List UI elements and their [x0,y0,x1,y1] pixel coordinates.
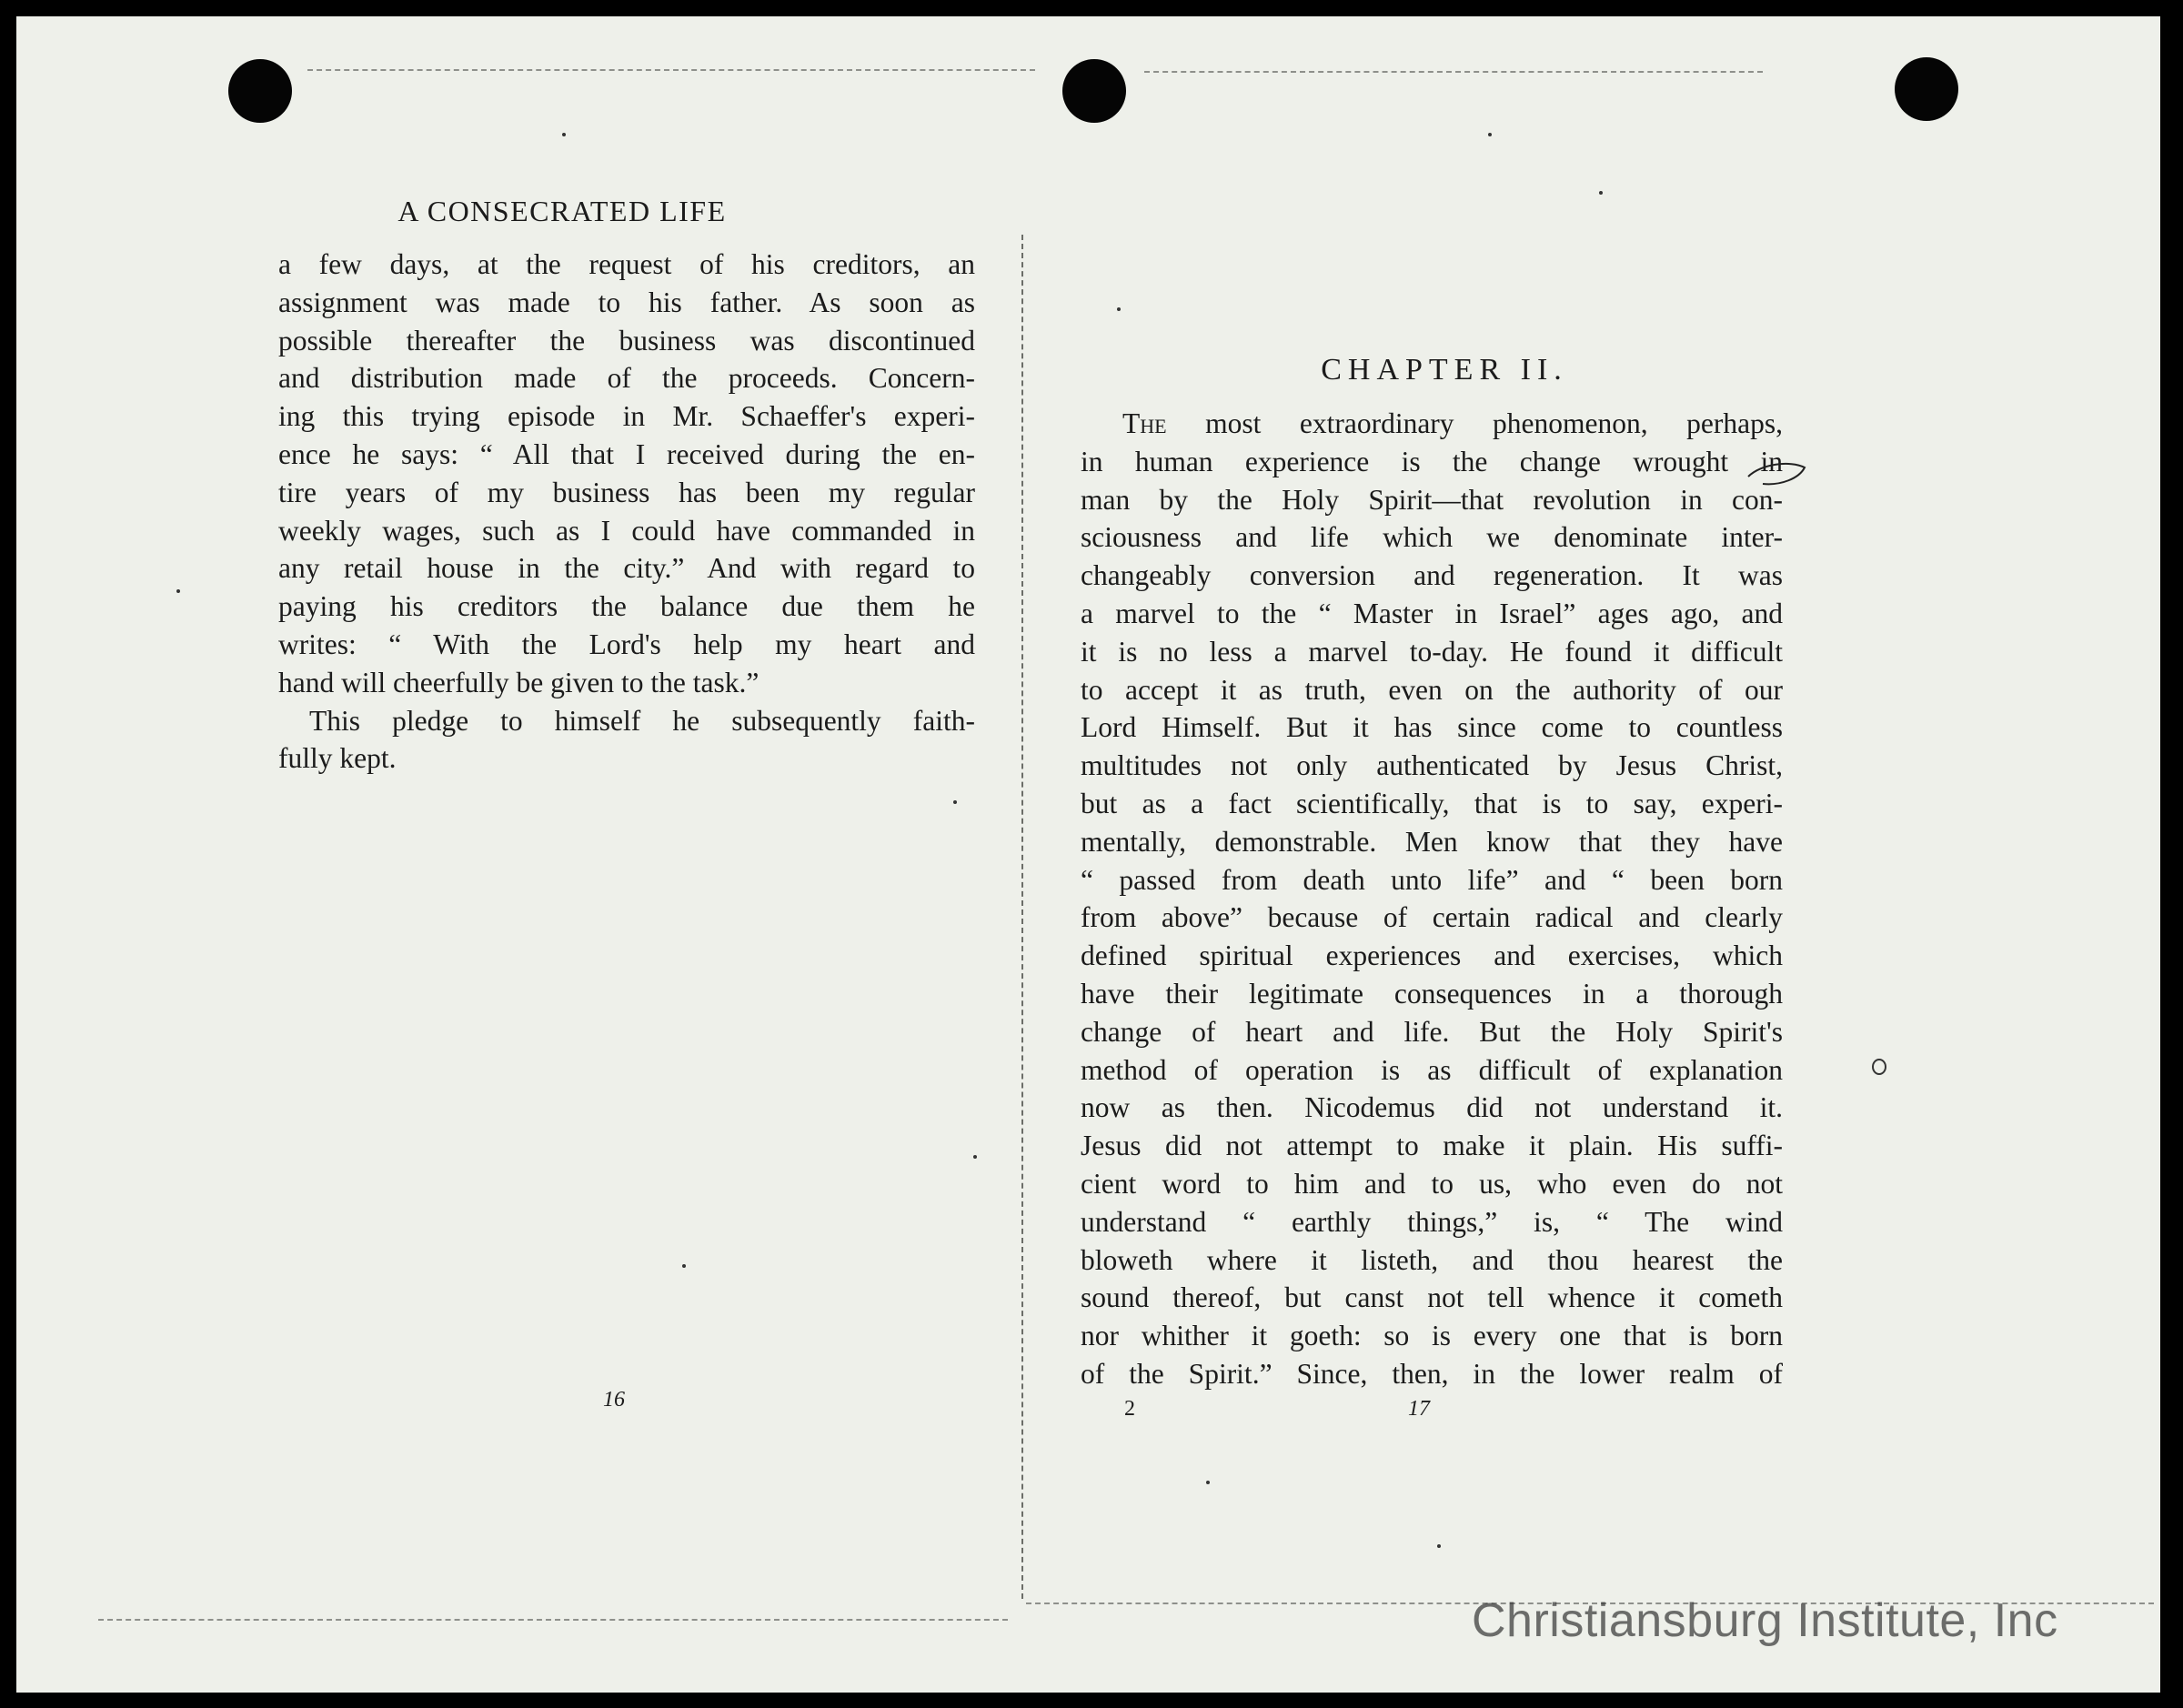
text-line: but as a fact scientifically, that is to say, experi- [1081,787,1783,819]
text-line: a few days, at the request of his creditors, an [278,248,975,280]
scanned-sheet [16,16,2160,1693]
scan-speck [682,1264,686,1268]
text-line: a marvel to the “ Master in Israel” ages ago, and [1081,597,1783,629]
punch-hole-right [1895,57,1958,121]
text-line: defined spiritual experiences and exercises, which [1081,939,1783,972]
text-line: any retail house in the city.” And with regard to [278,552,975,585]
text-line: change of heart and life. But the Holy Spirit's [1081,1015,1783,1048]
text-line: ence he says: “ All that I received during the en- [278,437,975,470]
text-line: hand will cheerfully be given to the task.” [278,666,760,698]
text-line: changeably conversion and regeneration. It was [1081,559,1783,592]
text-line: to accept it as truth, even on the authority of our [1081,673,1783,706]
text-line: sciousness and life which we denominate inter- [1081,521,1783,554]
text-line: paying his creditors the balance due them he [278,590,975,623]
scan-speck [176,589,180,593]
text-line: fully kept. [278,742,397,775]
text-line: method of operation is as difficult of explanation [1081,1053,1783,1086]
page-number-right: 17 [1408,1397,1430,1421]
text-line: have their legitimate consequences in a thorough [1081,977,1783,1010]
text-line: in human experience is the change wrought in [1081,445,1783,477]
left-paragraph-1 [278,246,975,702]
bottom-page-edge-left [98,1619,1008,1621]
scan-speck [1206,1481,1210,1484]
text-line: man by the Holy Spirit—that revolution in con- [1081,483,1783,516]
text-line: This pledge to himself he subsequently faith- [309,704,975,737]
institution-watermark: Christiansburg Institute, Inc [1472,1594,2058,1647]
pen-annotation-mark [1745,458,1808,491]
page-gutter [1021,235,1023,1599]
signature-mark: 2 [1124,1397,1135,1421]
text-line: and distribution made of the proceeds. Concern- [278,362,975,395]
text-line: mentally, demonstrable. Men know that they have [1081,825,1783,858]
text-line: understand “ earthly things,” is, “ The wind [1081,1205,1783,1238]
top-page-edge-left [307,69,1035,71]
text-line: weekly wages, such as I could have commanded in [278,514,975,547]
punch-hole-center [1062,59,1126,123]
text-line: “ passed from death unto life” and “ been born [1081,863,1783,896]
scan-speck [1437,1544,1441,1548]
scan-speck [1599,191,1603,195]
punch-hole-left [228,59,292,123]
scan-speck [953,800,957,804]
text-line: assignment was made to his father. As soon as [278,286,975,318]
running-head: A CONSECRATED LIFE [397,195,727,227]
text-line: nor whither it goeth: so is every one that is born [1081,1320,1783,1352]
text-line: sound thereof, but canst not tell whence it cometh [1081,1281,1783,1314]
text-line: bloweth where it listeth, and thou hearest the [1081,1243,1783,1276]
scan-speck [1488,133,1492,136]
left-page-text [278,246,975,778]
text-line: Jesus did not attempt to make it plain. His suffi- [1081,1130,1783,1162]
text-line: tire years of my business has been my regular [278,476,975,508]
text-line: from above” because of certain radical and clearly [1081,901,1783,934]
text-line: Lord Himself. But it has since come to countless [1081,711,1783,744]
text-line: ing this trying episode in Mr. Schaeffer's experi- [278,400,975,433]
text-line: of the Spirit.” Since, then, in the lower realm of [1081,1357,1783,1390]
first-line-rest: most extraordinary phenomenon, perhaps, [1166,407,1783,439]
top-page-edge-right [1144,71,1763,73]
text-line: now as then. Nicodemus did not understand it. [1081,1091,1783,1124]
text-line: it is no less a marvel to-day. He found it difficult [1081,635,1783,668]
chapter-heading: CHAPTER II. [1321,353,1568,387]
page-number-left: 16 [603,1388,625,1412]
scan-speck [973,1155,977,1159]
scan-speck [562,133,566,136]
text-line: writes: “ With the Lord's help my heart and [278,628,975,660]
drop-word: The [1122,407,1167,439]
text-line: multitudes not only authenticated by Jesus Christ, [1081,749,1783,782]
right-page-text [1081,405,1783,1393]
scan-speck [1117,307,1121,311]
text-line-first [1081,405,1783,443]
text-line: possible thereafter the business was discontinued [278,324,975,357]
text-line: cient word to him and to us, who even do not [1081,1167,1783,1200]
left-paragraph-2 [278,702,975,779]
scan-speck-ring [1872,1059,1886,1075]
